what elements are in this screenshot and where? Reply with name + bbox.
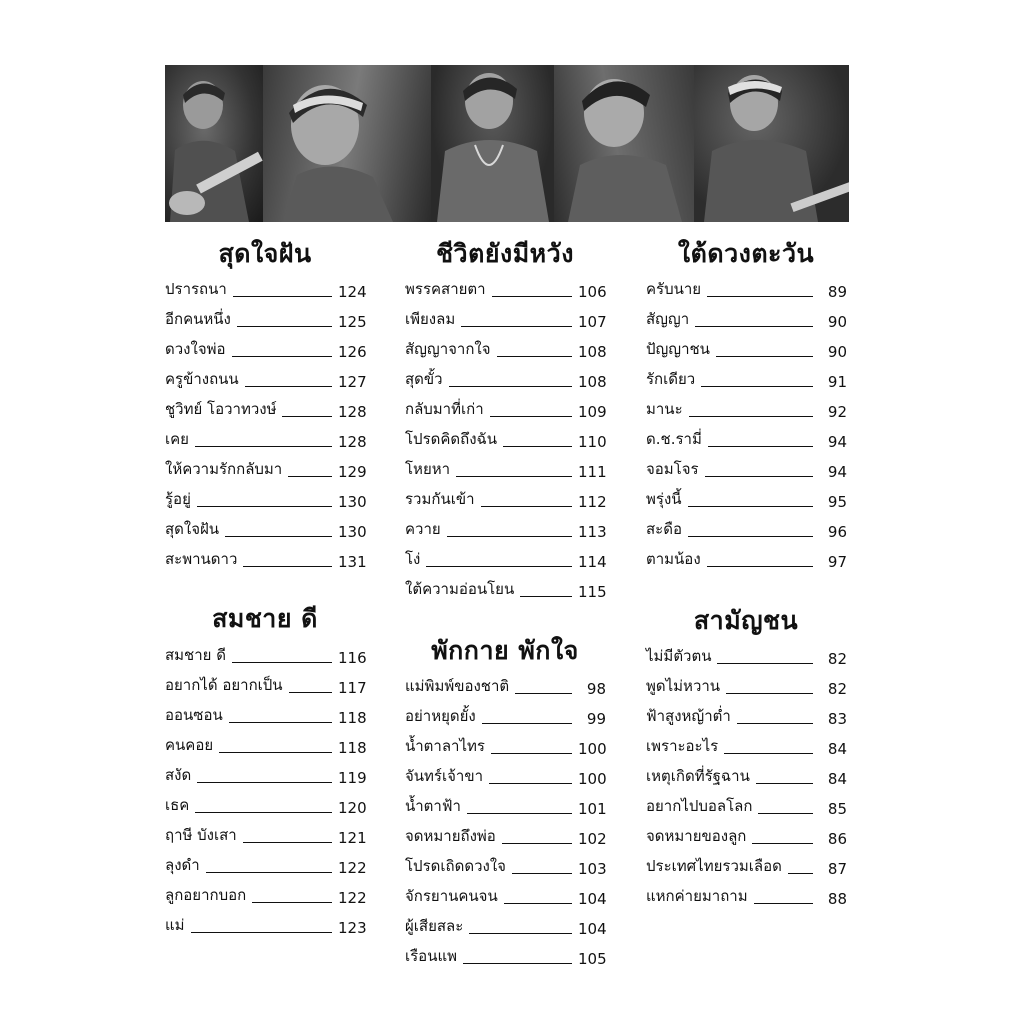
toc-entry[interactable] [646,459,847,481]
toc-entry[interactable] [646,736,847,758]
toc-entry[interactable] [405,309,606,331]
photo-with-guitar [165,65,263,222]
song-title: แม่ [165,916,185,934]
song-title: เธค [165,796,190,814]
toc-entry[interactable] [405,946,606,968]
leader-line [717,663,813,664]
leader-line [520,596,572,597]
page-number: 120 [338,799,367,817]
song-title: ครูข้างถนน [165,370,239,388]
page-number: 127 [338,373,367,391]
song-title: คนคอย [165,736,214,754]
song-title: เพียงลม [405,310,456,328]
leader-line [237,326,332,327]
page-number: 99 [586,710,606,728]
toc-entry[interactable] [165,885,366,907]
song-title: อยากได้ อยากเป็น [165,676,283,694]
leader-line [756,783,813,784]
page-number: 126 [338,343,367,361]
page-number: 129 [338,463,367,481]
page-number: 122 [338,889,367,907]
leader-line [197,782,332,783]
page-number: 128 [338,433,367,451]
leader-line [195,812,332,813]
song-title: สะพานดาว [165,550,238,568]
leader-line [491,753,572,754]
leader-line [515,693,572,694]
leader-line [705,476,813,477]
leader-line [695,326,813,327]
toc-entry[interactable] [405,339,606,361]
song-title: ปัญญาชน [646,340,710,358]
song-title: พรุ่งนี้ [646,490,682,508]
song-title: สัญญาจากใจ [405,340,491,358]
page-number: 100 [578,740,607,758]
toc-entry[interactable] [646,279,847,301]
song-title: รู้อยู่ [165,490,191,508]
page-number: 96 [827,523,847,541]
page-number: 116 [338,649,367,667]
section-title: สามัญชน [693,606,799,635]
leader-line [502,843,572,844]
toc-entry[interactable] [405,579,606,601]
page-number: 131 [338,553,367,571]
song-title: สุดใจฝัน [165,520,220,538]
page-number: 100 [578,770,607,788]
leader-line [724,753,813,754]
song-title: โง่ [405,550,421,568]
page-number: 122 [338,859,367,877]
page-number: 91 [827,373,847,391]
leader-line [482,723,572,724]
song-title: ผู้เสียสละ [405,917,464,935]
leader-line [689,416,813,417]
leader-line [754,903,813,904]
leader-line [688,536,813,537]
song-title: สุดขั้ว [405,370,443,388]
leader-line [206,872,332,873]
toc-entry[interactable] [405,736,606,758]
song-title: ฟ้าสูงหญ้าต่ำ [646,707,731,725]
song-title: จดหมายถึงพ่อ [405,827,496,845]
song-title: อย่าหยุดยั้ง [405,707,476,725]
song-title: ฤาษี บังเสา [165,826,237,844]
toc-entry[interactable] [405,279,606,301]
toc-entry[interactable] [405,519,606,541]
page-number: 124 [338,283,367,301]
toc-entry[interactable] [646,826,847,848]
song-title: ควาย [405,520,441,538]
page-number: 95 [827,493,847,511]
page-number: 106 [578,283,607,301]
page-number: 113 [578,523,607,541]
song-title: ให้ความรักกลับมา [165,460,283,478]
toc-entry[interactable] [405,489,606,511]
leader-line [467,813,572,814]
section-title: สุดใจฝัน [218,239,312,268]
song-title: สัญญา [646,310,690,328]
toc-entry[interactable] [165,399,366,421]
song-title: รักเดียว [646,370,696,388]
leader-line [456,476,572,477]
song-title: ออนซอน [165,706,223,724]
song-title: จอมโจร [646,460,699,478]
song-title: ปรารถนา [165,280,227,298]
song-title: ประเทศไทยรวมเลือด [646,857,782,875]
toc-entry[interactable] [165,279,366,301]
page-number: 86 [827,830,847,848]
song-title: โปรดเถิดดวงใจ [405,857,506,875]
toc-entry[interactable] [646,309,847,331]
leader-line [245,386,332,387]
leader-line [233,296,332,297]
song-title: เพราะอะไร [646,737,719,755]
toc-entry[interactable] [646,489,847,511]
song-title: สงัด [165,766,192,784]
toc-entry[interactable] [165,459,366,481]
leader-line [252,902,332,903]
toc-entry[interactable] [165,489,366,511]
leader-line [737,723,813,724]
song-title: ตามน้อง [646,550,701,568]
toc-entry[interactable] [165,369,366,391]
song-title: สมชาย ดี [165,646,226,664]
page-number: 110 [578,433,607,451]
page-number: 117 [338,679,367,697]
leader-line [752,843,813,844]
leader-line [469,933,572,934]
page-number: 108 [578,373,607,391]
page-number: 125 [338,313,367,331]
page-number: 118 [338,709,367,727]
song-title: ไม่มีตัวตน [646,647,712,665]
page-number: 119 [338,769,367,787]
song-title: เคย [165,430,189,448]
leader-line [492,296,572,297]
leader-line [708,446,813,447]
song-title: ครับนาย [646,280,702,298]
leader-line [449,386,572,387]
page-number: 130 [338,523,367,541]
leader-line [490,416,572,417]
toc-entry[interactable] [165,549,366,571]
toc-entry[interactable] [405,676,606,698]
toc-entry[interactable] [165,519,366,541]
leader-line [197,506,332,507]
toc-entry[interactable] [646,339,847,361]
photo-looking-down [554,65,694,222]
toc-entry[interactable] [165,765,366,787]
page-number: 90 [827,313,847,331]
page-number: 118 [338,739,367,757]
page-number: 82 [827,650,847,668]
page-number: 88 [827,890,847,908]
toc-entry[interactable] [165,645,366,667]
leader-line [461,326,572,327]
toc-entry[interactable] [646,886,847,908]
toc-entry[interactable] [646,766,847,788]
page-number: 123 [338,919,367,937]
toc-entry[interactable] [646,549,847,571]
song-title: มานะ [646,400,683,418]
leader-line [489,783,572,784]
page-number: 87 [827,860,847,878]
toc-entry[interactable] [165,705,366,727]
page-number: 104 [578,890,607,908]
toc-entry[interactable] [646,369,847,391]
toc-entry[interactable] [646,519,847,541]
song-title: แหกค่ายมาถาม [646,887,748,905]
song-title: ใต้ความอ่อนโยน [405,580,515,598]
page-number: 85 [827,800,847,818]
leader-line [503,446,572,447]
toc-entry[interactable] [405,766,606,788]
song-title: พรรคสายตา [405,280,486,298]
song-title: โหยหา [405,460,451,478]
leader-line [504,903,572,904]
toc-entry[interactable] [646,429,847,451]
song-title: กลับมาที่เก่า [405,400,484,418]
toc-entry[interactable] [646,676,847,698]
page-number: 115 [578,583,607,601]
leader-line [229,722,332,723]
leader-line [195,446,332,447]
leader-line [225,536,332,537]
page-number: 94 [827,463,847,481]
page-number: 103 [578,860,607,878]
song-title: ชูวิทย์ โอวาทวงษ์ [165,400,277,418]
toc-entry[interactable] [165,915,366,937]
leader-line [758,813,813,814]
toc-entry[interactable] [405,916,606,938]
toc-entry[interactable] [405,399,606,421]
toc-entry[interactable] [405,796,606,818]
song-title: ลุงดำ [165,856,200,874]
page-number: 92 [827,403,847,421]
leader-line [707,566,813,567]
song-title: น้ำตาฟ้า [405,797,461,815]
leader-line [447,536,572,537]
toc-entry[interactable] [405,429,606,451]
leader-line [288,476,332,477]
toc-entry[interactable] [165,825,366,847]
page-number: 102 [578,830,607,848]
toc-entry[interactable] [405,459,606,481]
toc-entry[interactable] [405,549,606,571]
page-number: 108 [578,343,607,361]
page-number: 109 [578,403,607,421]
leader-line [497,356,572,357]
song-title: อยากไปบอลโลก [646,797,753,815]
leader-line [726,693,813,694]
section-title: ใต้ดวงตะวัน [677,239,815,268]
song-title: ด.ช.รามี่ [646,430,702,448]
song-title: เหตุเกิดที่รัฐฉาน [646,767,750,785]
song-title: จันทร์เจ้าขา [405,767,484,785]
toc-entry[interactable] [646,646,847,668]
leader-line [716,356,813,357]
page-number: 83 [827,710,847,728]
song-title: สะดือ [646,520,682,538]
section-title: ชีวิตยังมีหวัง [436,239,574,268]
page-number: 112 [578,493,607,511]
leader-line [707,296,813,297]
leader-line [481,506,572,507]
toc-entry[interactable] [165,795,366,817]
photo-necklace [431,65,554,222]
song-title: ลูกอยากบอก [165,886,247,904]
toc-entry[interactable] [405,856,606,878]
page-number: 82 [827,680,847,698]
page-number: 105 [578,950,607,968]
page-number: 111 [578,463,607,481]
song-title: ดวงใจพ่อ [165,340,226,358]
toc-entry[interactable] [646,399,847,421]
leader-line [282,416,332,417]
leader-line [426,566,572,567]
page-number: 128 [338,403,367,421]
leader-line [219,752,332,753]
page-number: 121 [338,829,367,847]
page-number: 98 [586,680,606,698]
leader-line [688,506,813,507]
page-number: 90 [827,343,847,361]
page-number: 97 [827,553,847,571]
song-title: จักรยานคนจน [405,887,498,905]
toc-entry[interactable] [646,796,847,818]
page-number: 104 [578,920,607,938]
page-number: 89 [827,283,847,301]
page-number: 130 [338,493,367,511]
toc-entry[interactable] [646,706,847,728]
leader-line [788,873,813,874]
leader-line [701,386,813,387]
toc-entry[interactable] [405,886,606,908]
leader-line [243,842,332,843]
song-title: อีกคนหนึ่ง [165,310,231,328]
song-title: โปรดคิดถึงฉัน [405,430,498,448]
leader-line [512,873,572,874]
song-title: น้ำตาลาไทร [405,737,485,755]
leader-line [191,932,332,933]
page-number: 101 [578,800,607,818]
section-title: พักกาย พักใจ [431,636,579,665]
song-title: จดหมายของลูก [646,827,747,845]
toc-entry[interactable] [165,735,366,757]
toc-entry[interactable] [165,309,366,331]
page-number: 84 [827,740,847,758]
song-title: รวมกันเข้า [405,490,475,508]
page-number: 94 [827,433,847,451]
toc-entry[interactable] [165,339,366,361]
section-title: สมชาย ดี [212,604,318,633]
leader-line [232,662,332,663]
toc-entry[interactable] [405,826,606,848]
song-title: แม่พิมพ์ของชาติ [405,677,510,695]
toc-entry[interactable] [165,675,366,697]
toc-entry[interactable] [646,856,847,878]
leader-line [243,566,332,567]
photo-banner [165,65,849,222]
page-number: 114 [578,553,607,571]
toc-entry[interactable] [405,706,606,728]
toc-entry[interactable] [405,369,606,391]
photo-with-guitar-right [694,65,849,222]
toc-entry[interactable] [165,855,366,877]
photo-headband-closeup [263,65,431,222]
leader-line [232,356,333,357]
song-title: พูดไม่หวาน [646,677,721,695]
toc-entry[interactable] [165,429,366,451]
song-title: เรือนแพ [405,947,458,965]
page-number: 107 [578,313,607,331]
page-number: 84 [827,770,847,788]
leader-line [463,963,572,964]
leader-line [289,692,332,693]
